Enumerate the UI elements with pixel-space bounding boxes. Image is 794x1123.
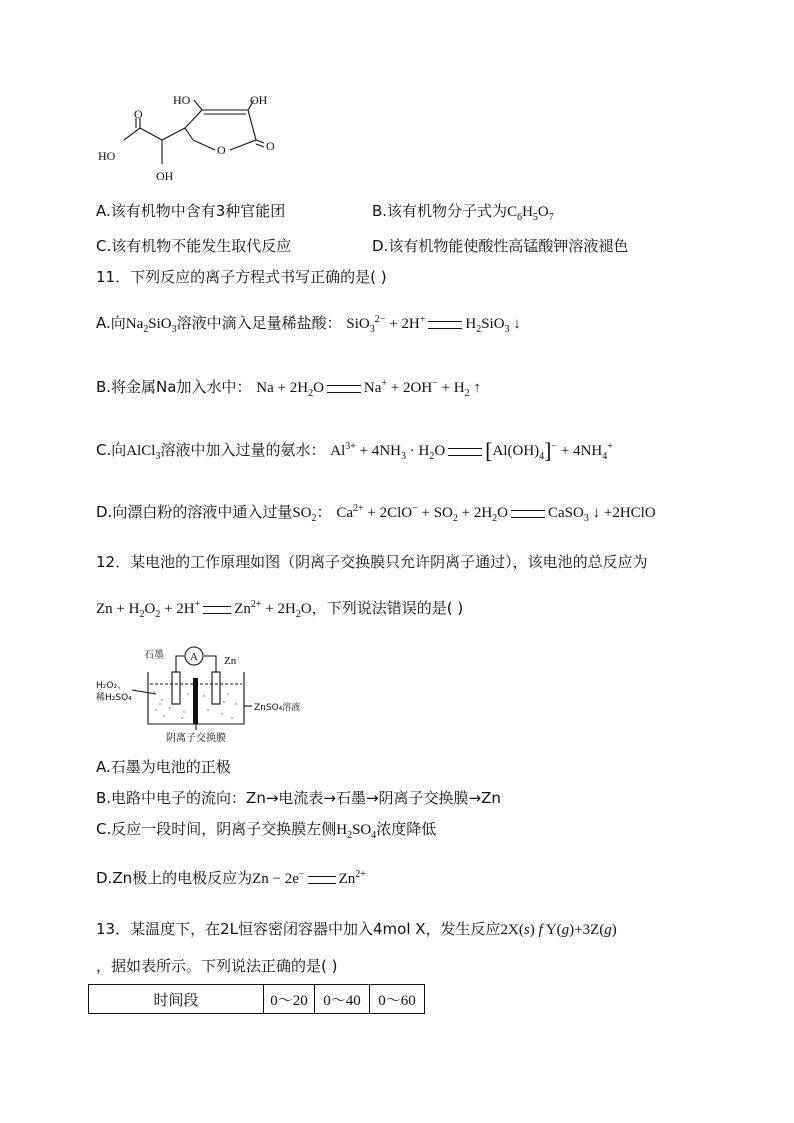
q10-option-b: B.该有机物分子式为$C_6H_5O_7$ [372,202,554,223]
q11-option-d: D.向漂白粉的溶液中通入过量$SO_2$： $Ca^{2+} + 2ClO^- + SO_2 + 2H_2O$ CaSO$_3$ ↓ +2HClO [96,503,656,524]
q10-option-c: C.该有机物不能发生取代反应 [96,237,292,255]
table-header-cell: 时间段 [89,985,264,1014]
q13-table [88,984,425,1014]
structure-label: OH [250,93,268,107]
q12-stem-line1: 12．某电池的工作原理如图（阴离子交换膜只允许阴离子通过），该电池的总反应为 [96,553,648,571]
q13-stem-line2: ，据如表所示。下列说法正确的是( ) [96,957,338,975]
table-header-cell: 0～40 [315,985,370,1014]
q10-option-a: A.该有机物中含有3种官能团 [96,202,286,220]
q11-option-b: B.将金属Na加入水中： $Na + 2H_2O$ $Na^+ + 2OH^- + H_2$ ↑ [96,378,481,399]
membrane [193,678,198,724]
structure-label: O [217,143,226,157]
q12-option-d: D.Zn极上的电极反应为Zn − 2e− $Zn^{2+}$ [96,869,366,887]
structure-label: O [134,107,143,121]
q11-option-c: C.向AlCl$_3$溶液中加入过量的氨水： $Al^{3+} + 4NH_3 \cdot H_2O$ $[Al(OH)_4]^- + 4NH_4^+$ [96,438,613,463]
ammeter-label: A [190,651,198,663]
structure-label: O [266,139,275,153]
right-solution-label: ZnSO₄溶液 [254,703,301,713]
graphite-label: 石墨 [144,650,164,661]
left-solution-label: H₂O₂、 [96,681,127,691]
q11-stem: 11．下列反应的离子方程式书写正确的是( ) [96,268,387,286]
table-header-cell: 0～20 [264,985,315,1014]
structure-label: HO [173,93,191,107]
q12-option-c: C.反应一段时间，阴离子交换膜左侧$H_2SO_4$浓度降低 [96,820,437,841]
membrane-label: 阴离子交换膜 [166,733,226,744]
q12-option-b: B.电路中电子的流向：Zn→电流表→石墨→阴离子交换膜→Zn [96,789,501,807]
battery-diagram [96,644,326,744]
table-header-cell: 0～60 [370,985,425,1014]
q11-option-a: A.向$Na_2SiO_3$溶液中滴入足量稀盐酸： SiO$_3^{2-}$ + 2H+ $H_2SiO_3$ ↓ [96,314,521,335]
q10-option-d: D.该有机物能使酸性高锰酸钾溶液褪色 [372,237,629,255]
left-solution-label: 稀H₂SO₄ [96,693,132,703]
structure-label: OH [156,169,174,183]
table-row [89,985,425,1014]
q12-stem-line2: $Zn + H_2O_2 + 2H^+$ $Zn^{2+} + 2H_2O$，下列说法错误的是( ) [96,599,464,620]
q13-stem-line1: 13．某温度下，在2L恒容密闭容器中加入4mol X，发生反应2X(s) f Y(g)+3Z(g) [96,920,617,938]
structure-label: HO [98,149,116,163]
zn-label: Zn [224,655,237,667]
ascorbic-acid-structure [90,88,290,193]
q12-option-a: A.石墨为电池的正极 [96,758,231,776]
